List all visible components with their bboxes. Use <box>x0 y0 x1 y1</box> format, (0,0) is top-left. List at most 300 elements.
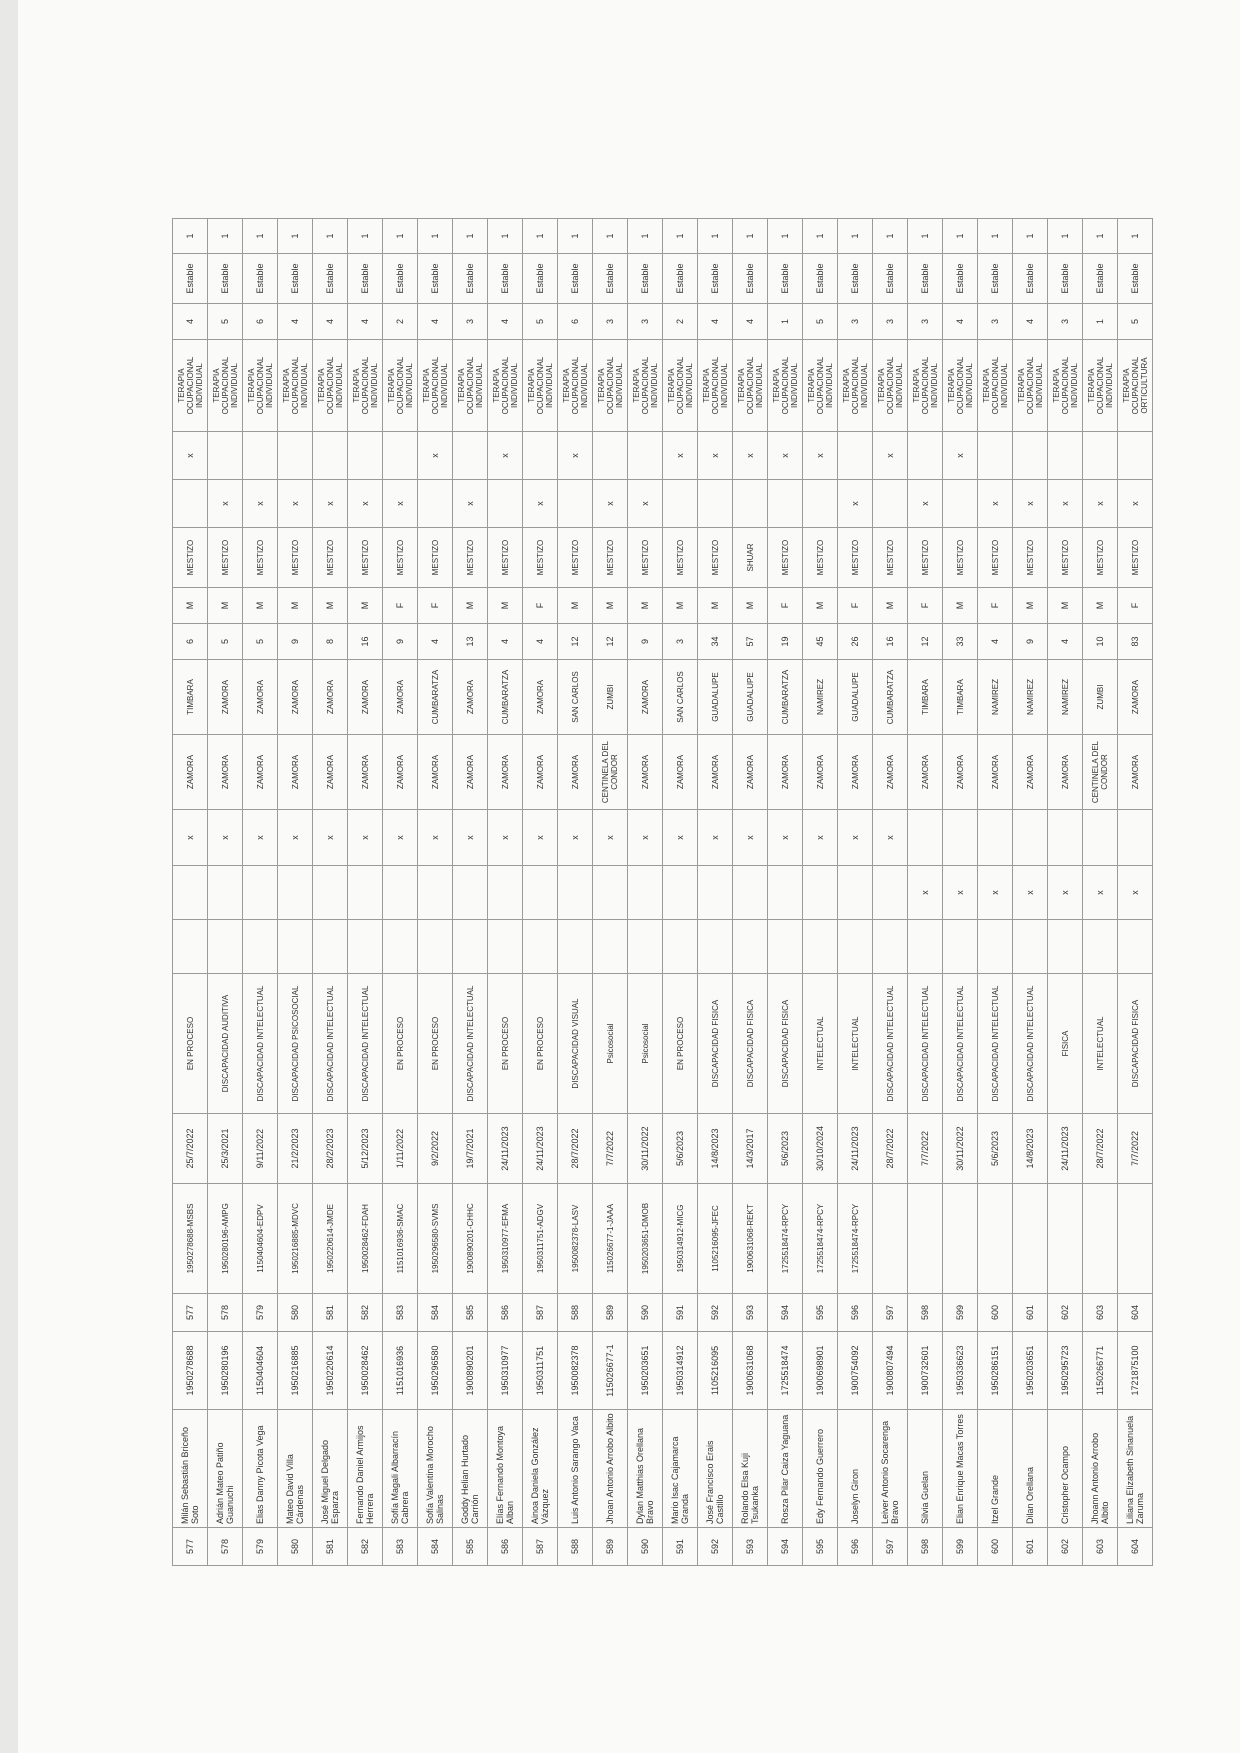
cell-cedula: 1950310977 <box>488 1332 523 1410</box>
cell-mark-4 <box>698 480 733 528</box>
cell-parroquia: GUADALUPE <box>733 660 768 735</box>
cell-index: 596 <box>838 1294 873 1332</box>
cell-terapia: TERAPIA OCUPACIONAL INDIVIDUAL <box>698 340 733 432</box>
table-row <box>243 219 278 1566</box>
cell-date: 9/11/2022 <box>243 1114 278 1184</box>
cell-mark-3: x <box>768 810 803 866</box>
cell-mark-1 <box>243 920 278 974</box>
cell-sex: F <box>1118 588 1153 624</box>
cell-sessions: 3 <box>593 304 628 340</box>
cell-number: 595 <box>803 1528 838 1566</box>
cell-code: 1950280196-AMPG <box>208 1184 243 1294</box>
cell-count: 1 <box>523 219 558 254</box>
cell-count: 1 <box>803 219 838 254</box>
cell-number: 579 <box>243 1528 278 1566</box>
cell-date: 5/12/2023 <box>348 1114 383 1184</box>
cell-name: Liliana Elizabeth Sinanuela Zaruma <box>1118 1410 1153 1528</box>
cell-number: 589 <box>593 1528 628 1566</box>
cell-estado: Estable <box>1118 254 1153 304</box>
cell-sex: M <box>1048 588 1083 624</box>
cell-sessions: 2 <box>663 304 698 340</box>
cell-estado: Estable <box>628 254 663 304</box>
cell-mark-1 <box>523 920 558 974</box>
cell-mark-2 <box>173 866 208 920</box>
cell-mark-5: x <box>768 432 803 480</box>
cell-mark-4 <box>873 480 908 528</box>
cell-mark-2 <box>418 866 453 920</box>
cell-cedula: 1950278688 <box>173 1332 208 1410</box>
cell-mark-4: x <box>1048 480 1083 528</box>
cell-age: 12 <box>593 624 628 660</box>
cell-count: 1 <box>978 219 1013 254</box>
cell-code: 1725518474-RPCY <box>768 1184 803 1294</box>
cell-mark-1 <box>313 920 348 974</box>
cell-count: 1 <box>1048 219 1083 254</box>
cell-sex: M <box>943 588 978 624</box>
cell-mark-2 <box>873 866 908 920</box>
cell-number: 592 <box>698 1528 733 1566</box>
cell-age: 4 <box>418 624 453 660</box>
cell-sex: F <box>908 588 943 624</box>
cell-mark-5 <box>1083 432 1118 480</box>
cell-mark-2 <box>313 866 348 920</box>
cell-sex: M <box>1013 588 1048 624</box>
cell-canton: ZAMORA <box>523 735 558 810</box>
cell-canton: CENTINELA DEL CONDOR <box>593 735 628 810</box>
cell-sex: M <box>593 588 628 624</box>
cell-count: 1 <box>348 219 383 254</box>
cell-canton: ZAMORA <box>1048 735 1083 810</box>
cell-age: 8 <box>313 624 348 660</box>
cell-discapacidad: DISCAPACIDAD INTELECTUAL <box>908 974 943 1114</box>
cell-sex: M <box>558 588 593 624</box>
cell-etnia: MESTIZO <box>803 528 838 588</box>
table-row <box>593 219 628 1566</box>
cell-name: Itzel Grande <box>978 1410 1013 1528</box>
cell-sex: M <box>1083 588 1118 624</box>
cell-mark-3: x <box>803 810 838 866</box>
cell-number: 582 <box>348 1528 383 1566</box>
cell-index: 597 <box>873 1294 908 1332</box>
cell-code: 1950220614-JMDE <box>313 1184 348 1294</box>
cell-etnia: MESTIZO <box>663 528 698 588</box>
cell-estado: Estable <box>1048 254 1083 304</box>
cell-discapacidad: DISCAPACIDAD INTELECTUAL <box>873 974 908 1114</box>
cell-etnia: MESTIZO <box>1118 528 1153 588</box>
cell-count: 1 <box>1083 219 1118 254</box>
cell-mark-5 <box>453 432 488 480</box>
cell-date: 30/10/2024 <box>803 1114 838 1184</box>
cell-age: 33 <box>943 624 978 660</box>
cell-estado: Estable <box>558 254 593 304</box>
cell-name: Elias Danny Picota Vega <box>243 1410 278 1528</box>
cell-count: 1 <box>1013 219 1048 254</box>
table-row <box>313 219 348 1566</box>
cell-date: 1/11/2022 <box>383 1114 418 1184</box>
cell-index: 583 <box>383 1294 418 1332</box>
cell-sessions: 3 <box>838 304 873 340</box>
cell-mark-2 <box>663 866 698 920</box>
cell-mark-2: x <box>908 866 943 920</box>
cell-cedula: 1950311751 <box>523 1332 558 1410</box>
cell-code <box>873 1184 908 1294</box>
table-row <box>383 219 418 1566</box>
cell-terapia: TERAPIA OCUPACIONAL INDIVIDUAL <box>243 340 278 432</box>
cell-date: 28/2/2023 <box>313 1114 348 1184</box>
cell-estado: Estable <box>208 254 243 304</box>
cell-terapia: TERAPIA OCUPACIONAL INDIVIDUAL <box>488 340 523 432</box>
cell-name: Edy Fernando Guerrero <box>803 1410 838 1528</box>
cell-code <box>978 1184 1013 1294</box>
cell-discapacidad: FISICA <box>1048 974 1083 1114</box>
cell-index: 585 <box>453 1294 488 1332</box>
cell-name: Cristopher Ocampo <box>1048 1410 1083 1528</box>
cell-sex: F <box>838 588 873 624</box>
cell-number: 593 <box>733 1528 768 1566</box>
cell-sessions: 4 <box>698 304 733 340</box>
cell-count: 1 <box>278 219 313 254</box>
cell-estado: Estable <box>1013 254 1048 304</box>
cell-mark-2: x <box>943 866 978 920</box>
cell-sessions: 1 <box>1083 304 1118 340</box>
cell-estado: Estable <box>698 254 733 304</box>
cell-age: 4 <box>978 624 1013 660</box>
cell-mark-1 <box>383 920 418 974</box>
cell-date: 7/7/2022 <box>1118 1114 1153 1184</box>
cell-mark-4: x <box>313 480 348 528</box>
cell-estado: Estable <box>803 254 838 304</box>
cell-mark-4 <box>733 480 768 528</box>
cell-canton: ZAMORA <box>978 735 1013 810</box>
cell-terapia: TERAPIA OCUPACIONAL INDIVIDUAL <box>208 340 243 432</box>
cell-age: 4 <box>488 624 523 660</box>
cell-date: 24/11/2023 <box>488 1114 523 1184</box>
cell-discapacidad: DISCAPACIDAD INTELECTUAL <box>453 974 488 1114</box>
cell-mark-1 <box>908 920 943 974</box>
cell-mark-2 <box>523 866 558 920</box>
cell-discapacidad: DISCAPACIDAD INTELECTUAL <box>978 974 1013 1114</box>
cell-mark-3: x <box>698 810 733 866</box>
cell-terapia: TERAPIA OCUPACIONAL INDIVIDUAL <box>1013 340 1048 432</box>
cell-etnia: MESTIZO <box>768 528 803 588</box>
cell-terapia: TERAPIA OCUPACIONAL ORTICULTURA <box>1118 340 1153 432</box>
cell-canton: ZAMORA <box>488 735 523 810</box>
cell-mark-4: x <box>1013 480 1048 528</box>
cell-sessions: 3 <box>873 304 908 340</box>
cell-mark-3: x <box>453 810 488 866</box>
cell-mark-1 <box>768 920 803 974</box>
cell-index: 600 <box>978 1294 1013 1332</box>
cell-date: 14/3/2017 <box>733 1114 768 1184</box>
cell-etnia: MESTIZO <box>593 528 628 588</box>
cell-etnia: MESTIZO <box>558 528 593 588</box>
rotated-table-wrapper <box>172 233 1153 1566</box>
cell-discapacidad: INTELECTUAL <box>803 974 838 1114</box>
cell-code: 1725518474-RPCY <box>803 1184 838 1294</box>
table-row <box>1048 219 1083 1566</box>
cell-mark-4 <box>943 480 978 528</box>
cell-code: 1950311751-ADGV <box>523 1184 558 1294</box>
cell-age: 9 <box>383 624 418 660</box>
cell-estado: Estable <box>873 254 908 304</box>
cell-mark-5 <box>1118 432 1153 480</box>
table-row <box>628 219 663 1566</box>
cell-age: 4 <box>1048 624 1083 660</box>
cell-age: 13 <box>453 624 488 660</box>
cell-etnia: MESTIZO <box>348 528 383 588</box>
table-row <box>663 219 698 1566</box>
cell-age: 57 <box>733 624 768 660</box>
cell-age: 10 <box>1083 624 1118 660</box>
cell-name: Jhoann Antonio Arrobo Albito <box>1083 1410 1118 1528</box>
table-row <box>733 219 768 1566</box>
cell-estado: Estable <box>593 254 628 304</box>
cell-date: 5/6/2023 <box>978 1114 1013 1184</box>
cell-index: 601 <box>1013 1294 1048 1332</box>
cell-code: 115026677-1-JAAA <box>593 1184 628 1294</box>
cell-date: 5/6/2023 <box>663 1114 698 1184</box>
cell-etnia: MESTIZO <box>418 528 453 588</box>
cell-sessions: 4 <box>1013 304 1048 340</box>
cell-cedula: 1950295723 <box>1048 1332 1083 1410</box>
cell-mark-1 <box>173 920 208 974</box>
cell-sessions: 1 <box>768 304 803 340</box>
cell-cedula: 1950203651 <box>628 1332 663 1410</box>
cell-code: 1151016936-SMAC <box>383 1184 418 1294</box>
cell-mark-2 <box>838 866 873 920</box>
cell-date: 25/7/2022 <box>173 1114 208 1184</box>
cell-mark-1 <box>488 920 523 974</box>
cell-name: Rosza Pilar Caiza Yaguana <box>768 1410 803 1528</box>
cell-code: 1950028462-FDAH <box>348 1184 383 1294</box>
cell-estado: Estable <box>768 254 803 304</box>
cell-mark-5: x <box>558 432 593 480</box>
cell-mark-3: x <box>838 810 873 866</box>
cell-name: Dilan Orellana <box>1013 1410 1048 1528</box>
cell-etnia: MESTIZO <box>383 528 418 588</box>
cell-mark-5: x <box>733 432 768 480</box>
cell-parroquia: NAMIREZ <box>1048 660 1083 735</box>
cell-etnia: SHUAR <box>733 528 768 588</box>
cell-count: 1 <box>558 219 593 254</box>
cell-etnia: MESTIZO <box>1083 528 1118 588</box>
cell-cedula: 1950216885 <box>278 1332 313 1410</box>
cell-estado: Estable <box>978 254 1013 304</box>
cell-estado: Estable <box>173 254 208 304</box>
table-row <box>418 219 453 1566</box>
cell-mark-4: x <box>1083 480 1118 528</box>
cell-discapacidad: Psicosocial <box>593 974 628 1114</box>
cell-mark-1 <box>593 920 628 974</box>
cell-cedula: 1950296580 <box>418 1332 453 1410</box>
cell-count: 1 <box>383 219 418 254</box>
cell-discapacidad: DISCAPACIDAD VISUAL <box>558 974 593 1114</box>
cell-cedula: 1950028462 <box>348 1332 383 1410</box>
cell-sex: M <box>663 588 698 624</box>
cell-count: 1 <box>243 219 278 254</box>
cell-mark-4 <box>488 480 523 528</box>
cell-cedula: 1725518474 <box>768 1332 803 1410</box>
cell-number: 603 <box>1083 1528 1118 1566</box>
cell-mark-4: x <box>453 480 488 528</box>
cell-terapia: TERAPIA OCUPACIONAL INDIVIDUAL <box>1048 340 1083 432</box>
cell-mark-1 <box>453 920 488 974</box>
cell-cedula: 1150266771 <box>1083 1332 1118 1410</box>
cell-mark-3 <box>978 810 1013 866</box>
cell-count: 1 <box>663 219 698 254</box>
cell-etnia: MESTIZO <box>698 528 733 588</box>
cell-estado: Estable <box>453 254 488 304</box>
cell-mark-4: x <box>628 480 663 528</box>
cell-sex: M <box>243 588 278 624</box>
cell-discapacidad: DISCAPACIDAD FISICA <box>1118 974 1153 1114</box>
table-row <box>768 219 803 1566</box>
cell-sex: M <box>208 588 243 624</box>
cell-terapia: TERAPIA OCUPACIONAL INDIVIDUAL <box>523 340 558 432</box>
cell-mark-3: x <box>278 810 313 866</box>
cell-discapacidad: DISCAPACIDAD FISICA <box>733 974 768 1114</box>
table-row <box>488 219 523 1566</box>
cell-parroquia: CUMBARATZA <box>873 660 908 735</box>
cell-parroquia: ZAMORA <box>208 660 243 735</box>
cell-mark-4 <box>663 480 698 528</box>
cell-canton: ZAMORA <box>348 735 383 810</box>
cell-mark-1 <box>1013 920 1048 974</box>
cell-date: 7/7/2022 <box>593 1114 628 1184</box>
cell-count: 1 <box>418 219 453 254</box>
cell-terapia: TERAPIA OCUPACIONAL INDIVIDUAL <box>943 340 978 432</box>
cell-canton: ZAMORA <box>173 735 208 810</box>
cell-mark-4: x <box>908 480 943 528</box>
cell-count: 1 <box>838 219 873 254</box>
cell-estado: Estable <box>1083 254 1118 304</box>
cell-sessions: 3 <box>978 304 1013 340</box>
cell-mark-4 <box>803 480 838 528</box>
cell-age: 5 <box>208 624 243 660</box>
cell-mark-1 <box>208 920 243 974</box>
cell-canton: ZAMORA <box>698 735 733 810</box>
cell-mark-4: x <box>383 480 418 528</box>
cell-mark-5: x <box>173 432 208 480</box>
cell-date: 14/8/2023 <box>698 1114 733 1184</box>
cell-index: 591 <box>663 1294 698 1332</box>
cell-count: 1 <box>698 219 733 254</box>
cell-mark-4 <box>558 480 593 528</box>
cell-name: José Francisco Erais Castillo <box>698 1410 733 1528</box>
cell-parroquia: ZAMORA <box>313 660 348 735</box>
cell-estado: Estable <box>523 254 558 304</box>
cell-terapia: TERAPIA OCUPACIONAL INDIVIDUAL <box>278 340 313 432</box>
cell-date: 28/7/2022 <box>558 1114 593 1184</box>
cell-mark-5 <box>838 432 873 480</box>
cell-etnia: MESTIZO <box>873 528 908 588</box>
cell-date: 28/7/2022 <box>1083 1114 1118 1184</box>
cell-cedula: 1151016936 <box>383 1332 418 1410</box>
cell-parroquia: NAMIREZ <box>1013 660 1048 735</box>
cell-sessions: 4 <box>943 304 978 340</box>
cell-sessions: 6 <box>558 304 593 340</box>
cell-etnia: MESTIZO <box>838 528 873 588</box>
cell-age: 9 <box>278 624 313 660</box>
cell-canton: ZAMORA <box>768 735 803 810</box>
cell-mark-1 <box>663 920 698 974</box>
table-row <box>943 219 978 1566</box>
cell-canton: ZAMORA <box>243 735 278 810</box>
cell-number: 600 <box>978 1528 1013 1566</box>
cell-mark-3: x <box>558 810 593 866</box>
cell-etnia: MESTIZO <box>313 528 348 588</box>
cell-cedula: 115026677-1 <box>593 1332 628 1410</box>
cell-mark-2 <box>558 866 593 920</box>
cell-sessions: 2 <box>383 304 418 340</box>
table-row <box>803 219 838 1566</box>
cell-name: Mateo David Villa Cárdenas <box>278 1410 313 1528</box>
cell-sessions: 3 <box>1048 304 1083 340</box>
cell-mark-1 <box>838 920 873 974</box>
cell-sex: M <box>628 588 663 624</box>
cell-cedula: 1950286151 <box>978 1332 1013 1410</box>
cell-code: 1950296580-SVMS <box>418 1184 453 1294</box>
cell-name: Elías Fernando Montoya Alban <box>488 1410 523 1528</box>
cell-canton: ZAMORA <box>208 735 243 810</box>
table-row <box>1083 219 1118 1566</box>
cell-mark-5: x <box>698 432 733 480</box>
cell-number: 587 <box>523 1528 558 1566</box>
cell-name: Silvia Guelan <box>908 1410 943 1528</box>
cell-name: Fernando Daniel Armijos Herrera <box>348 1410 383 1528</box>
cell-mark-4: x <box>523 480 558 528</box>
cell-mark-3: x <box>243 810 278 866</box>
cell-index: 580 <box>278 1294 313 1332</box>
table-row <box>278 219 313 1566</box>
cell-terapia: TERAPIA OCUPACIONAL INDIVIDUAL <box>383 340 418 432</box>
cell-name: José Miguel Delgado Esparza <box>313 1410 348 1528</box>
cell-etnia: MESTIZO <box>943 528 978 588</box>
cell-etnia: MESTIZO <box>453 528 488 588</box>
cell-canton: ZAMORA <box>453 735 488 810</box>
patient-table <box>172 218 1153 1566</box>
cell-index: 603 <box>1083 1294 1118 1332</box>
cell-code <box>1118 1184 1153 1294</box>
cell-mark-1 <box>978 920 1013 974</box>
cell-index: 602 <box>1048 1294 1083 1332</box>
cell-number: 588 <box>558 1528 593 1566</box>
cell-discapacidad: DISCAPACIDAD PSICOSOCIAL <box>278 974 313 1114</box>
cell-mark-2: x <box>1048 866 1083 920</box>
cell-etnia: MESTIZO <box>1013 528 1048 588</box>
cell-code: 1950203651-DMOB <box>628 1184 663 1294</box>
cell-mark-1 <box>278 920 313 974</box>
cell-age: 26 <box>838 624 873 660</box>
cell-mark-3: x <box>208 810 243 866</box>
cell-terapia: TERAPIA OCUPACIONAL INDIVIDUAL <box>873 340 908 432</box>
cell-mark-3: x <box>628 810 663 866</box>
table-row <box>558 219 593 1566</box>
cell-parroquia: ZUMBI <box>1083 660 1118 735</box>
cell-sex: F <box>418 588 453 624</box>
cell-sessions: 4 <box>488 304 523 340</box>
cell-mark-4: x <box>978 480 1013 528</box>
cell-mark-3: x <box>523 810 558 866</box>
cell-name: Goddy Helian Hurtado Carrión <box>453 1410 488 1528</box>
cell-mark-2 <box>733 866 768 920</box>
cell-age: 12 <box>908 624 943 660</box>
cell-discapacidad: DISCAPACIDAD AUDITIVA <box>208 974 243 1114</box>
cell-index: 598 <box>908 1294 943 1332</box>
cell-mark-3: x <box>383 810 418 866</box>
cell-index: 589 <box>593 1294 628 1332</box>
table-row <box>208 219 243 1566</box>
